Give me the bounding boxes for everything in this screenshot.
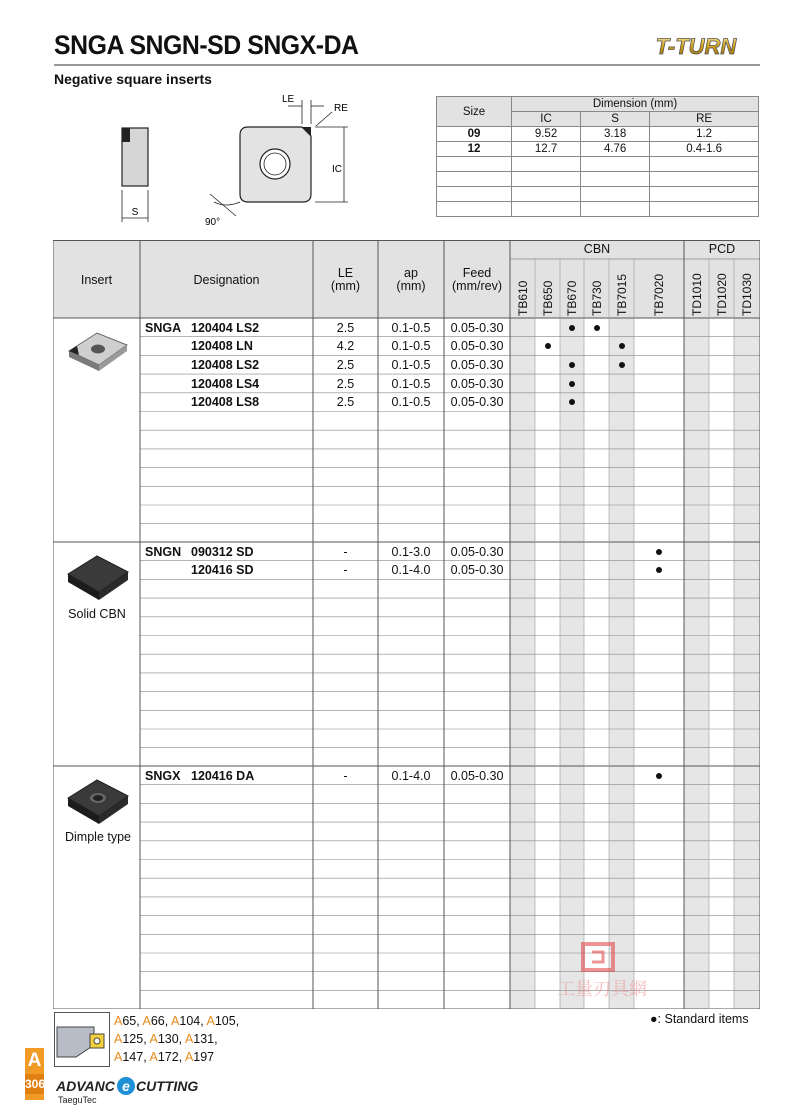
ref-page-link[interactable]: 104,	[179, 1014, 207, 1028]
insert-dimension-diagram	[110, 90, 360, 230]
ap-cell: 0.1-0.5	[391, 395, 431, 410]
designation-cell: 120408 LS4	[191, 376, 260, 391]
designation-header: Designation	[193, 273, 260, 287]
le-label: LE	[282, 94, 295, 105]
ic-header: IC	[512, 112, 581, 127]
feed-cell: 0.05-0.30	[450, 320, 504, 335]
designation-cell: 120408 LS2	[191, 357, 260, 372]
standard-item-dot	[656, 773, 662, 779]
ap-cell: 0.1-4.0	[391, 768, 431, 783]
standard-item-dot	[569, 362, 575, 368]
standard-item-dot	[545, 343, 551, 349]
ic-cell: 9.52	[512, 127, 581, 142]
re-header: RE	[650, 112, 759, 127]
feed-cell: 0.05-0.30	[450, 563, 504, 578]
sngx-insert-image	[65, 774, 131, 826]
ref-page-link[interactable]: 125,	[122, 1032, 150, 1046]
standard-items-legend: ●: Standard items	[650, 1012, 749, 1026]
ap-cell: 0.1-4.0	[391, 563, 431, 578]
logo-text-right: CUTTING	[136, 1078, 199, 1094]
le-cell: -	[343, 563, 348, 578]
table-row	[437, 187, 759, 202]
standard-item-dot	[594, 325, 600, 331]
s-cell: 3.18	[581, 127, 650, 142]
re-label: RE	[334, 103, 348, 114]
size-cell: 09	[437, 127, 512, 142]
ap-cell: 0.1-3.0	[391, 544, 431, 559]
grade-header-td1010: TD1010	[689, 273, 704, 316]
le-cell: 2.5	[336, 357, 355, 372]
dimple-type-label: Dimple type	[65, 830, 131, 844]
ref-page-link[interactable]: 147,	[122, 1050, 150, 1064]
grade-header-tb610: TB610	[515, 280, 530, 316]
designation-cell: 120416 SD	[191, 563, 254, 578]
re-cell: 1.2	[650, 127, 759, 142]
le-cell: -	[343, 768, 348, 783]
ap-cell: 0.1-0.5	[391, 357, 431, 372]
feed-cell: 0.05-0.30	[450, 768, 504, 783]
standard-item-dot	[619, 362, 625, 368]
insert-header: Insert	[80, 273, 113, 287]
section-tab	[25, 1048, 44, 1100]
angle-label: 90°	[205, 217, 221, 228]
s-header: S	[581, 112, 650, 127]
feed-header: Feed (mm/rev)	[452, 266, 502, 293]
ref-page-link[interactable]: 66,	[150, 1014, 172, 1028]
ref-section-letter: A	[184, 1032, 194, 1046]
le-header: LE (mm)	[330, 266, 361, 293]
ref-page-link[interactable]: 197	[193, 1050, 215, 1064]
dimension-group-header: Dimension (mm)	[512, 97, 759, 112]
svg-text:e: e	[122, 1078, 130, 1094]
size-cell: 12	[437, 142, 512, 157]
table-row	[437, 127, 759, 142]
table-row	[437, 202, 759, 217]
ref-page-link[interactable]: 105,	[214, 1014, 240, 1028]
grade-header-td1030: TD1030	[740, 273, 754, 316]
table-row	[437, 157, 759, 172]
feed-cell: 0.05-0.30	[450, 376, 504, 391]
family-label: SNGA	[145, 320, 182, 335]
ap-cell: 0.1-0.5	[391, 320, 431, 335]
standard-item-dot	[619, 343, 625, 349]
re-cell: 0.4-1.6	[650, 142, 759, 157]
grade-header-tb650: TB650	[540, 280, 555, 316]
family-label: SNGN	[145, 544, 182, 559]
ref-page-link[interactable]: 65,	[122, 1014, 143, 1028]
logo-text-left: ADVANC	[56, 1078, 115, 1094]
grade-header-tb7015: TB7015	[614, 273, 629, 316]
table-row	[437, 172, 759, 187]
grade-header-tb670: TB670	[565, 280, 579, 316]
product-table	[53, 240, 760, 1009]
family-label: SNGX	[145, 768, 181, 783]
title-divider	[54, 64, 760, 66]
designation-cell: 120408 LN	[191, 339, 253, 354]
ref-section-letter: A	[149, 1050, 158, 1064]
standard-item-dot	[569, 381, 575, 387]
watermark-text: 工量刃具網	[557, 979, 647, 1000]
ref-page-link[interactable]: 131,	[193, 1032, 218, 1046]
cbn-header: CBN	[583, 242, 611, 256]
standard-item-dot	[569, 325, 575, 331]
ref-page-link[interactable]: 172,	[157, 1050, 185, 1064]
s-cell: 4.76	[581, 142, 650, 157]
le-cell: 4.2	[336, 339, 355, 354]
feed-cell: 0.05-0.30	[450, 395, 504, 410]
le-cell: 2.5	[336, 376, 355, 391]
logo-subtext: TaeguTec	[58, 1095, 97, 1105]
ref-section-letter: A	[206, 1014, 215, 1028]
brand-text: T-TURN	[655, 34, 737, 59]
page-title: SNGA SNGN-SD SNGX-DA	[54, 30, 359, 60]
t-turn-brand-logo	[632, 32, 760, 60]
reference-pages	[114, 1012, 239, 1066]
ref-page-link[interactable]: 130,	[157, 1032, 185, 1046]
page-subtitle: Negative square inserts	[54, 71, 212, 87]
ap-cell: 0.1-0.5	[391, 339, 431, 354]
ap-cell: 0.1-0.5	[391, 376, 431, 391]
watermark	[537, 940, 667, 1010]
ref-section-letter: A	[114, 1032, 123, 1046]
feed-cell: 0.05-0.30	[450, 357, 504, 372]
feed-cell: 0.05-0.30	[450, 544, 504, 559]
snga-insert-image	[65, 325, 131, 373]
grade-header-tb7020: TB7020	[652, 273, 666, 316]
dimension-table	[436, 96, 759, 217]
sngn-insert-image	[65, 550, 131, 602]
size-header: Size	[437, 97, 512, 127]
ref-section-letter: A	[171, 1014, 180, 1028]
section-letter: A	[27, 1050, 42, 1071]
designation-cell: 120416 DA	[191, 768, 255, 783]
le-cell: 2.5	[336, 395, 355, 410]
advance-cutting-logo	[56, 1075, 201, 1105]
ref-section-letter: A	[149, 1032, 158, 1046]
s-label: S	[131, 207, 139, 218]
toolholder-icon	[54, 1012, 110, 1067]
ref-section-letter: A	[142, 1014, 151, 1028]
ref-section-letter: A	[184, 1050, 194, 1064]
designation-cell: 120404 LS2	[191, 320, 260, 335]
grade-header-td1020: TD1020	[714, 273, 729, 316]
pcd-header: PCD	[708, 242, 736, 256]
page-number: 306	[25, 1074, 44, 1094]
ref-section-letter: A	[114, 1050, 123, 1064]
le-cell: -	[343, 544, 348, 559]
ap-header: ap (mm)	[396, 266, 426, 293]
ref-section-letter: A	[114, 1014, 123, 1028]
grade-header-tb730: TB730	[589, 280, 604, 316]
designation-cell: 090312 SD	[191, 544, 254, 559]
le-cell: 2.5	[336, 320, 355, 335]
designation-cell: 120408 LS8	[191, 395, 260, 410]
ic-cell: 12.7	[512, 142, 581, 157]
solid-cbn-label: Solid CBN	[68, 607, 126, 621]
ic-label: IC	[332, 164, 342, 175]
table-row	[437, 142, 759, 157]
feed-cell: 0.05-0.30	[450, 339, 504, 354]
standard-item-dot	[656, 549, 662, 555]
